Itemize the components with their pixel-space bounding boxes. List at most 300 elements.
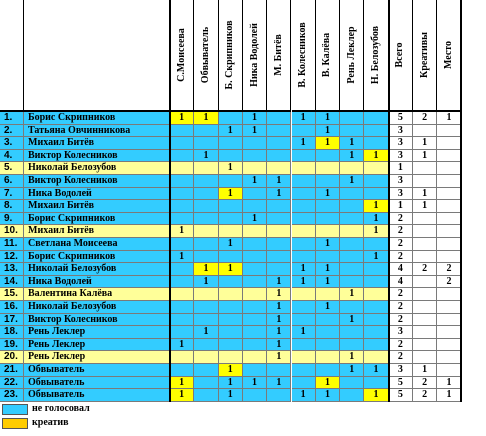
column-header (267, 0, 291, 112)
vote-cell[interactable] (340, 188, 364, 201)
vote-cell[interactable] (437, 339, 461, 352)
vote-cell[interactable]: 1 (316, 238, 340, 251)
vote-cell[interactable]: 5 (389, 389, 413, 402)
vote-cell[interactable]: 1 (316, 301, 340, 314)
vote-cell[interactable] (340, 263, 364, 276)
vote-cell[interactable]: 1 (170, 225, 194, 238)
vote-cell[interactable]: 1 (219, 389, 243, 402)
vote-cell[interactable] (219, 326, 243, 339)
vote-cell[interactable] (219, 301, 243, 314)
vote-cell[interactable] (292, 162, 316, 175)
column-header (170, 0, 194, 112)
vote-cell[interactable] (340, 251, 364, 264)
vote-cell[interactable] (194, 301, 218, 314)
vote-cell[interactable] (219, 288, 243, 301)
vote-cell[interactable] (194, 339, 218, 352)
vote-cell[interactable]: 1 (194, 276, 218, 289)
vote-cell[interactable] (292, 351, 316, 364)
vote-cell[interactable]: 2 (389, 251, 413, 264)
vote-cell[interactable] (292, 301, 316, 314)
vote-cell[interactable] (413, 276, 437, 289)
vote-cell[interactable]: 1 (292, 276, 316, 289)
row-number: 9. (0, 213, 24, 226)
legend-label: креатив (32, 416, 69, 428)
vote-cell[interactable]: 5 (389, 112, 413, 125)
row-number: 1. (0, 112, 24, 125)
vote-cell[interactable] (267, 225, 291, 238)
vote-cell[interactable] (243, 150, 267, 163)
vote-cell[interactable] (364, 263, 388, 276)
vote-cell[interactable]: 2 (389, 225, 413, 238)
vote-cell[interactable] (170, 125, 194, 138)
vote-cell[interactable]: 1 (170, 339, 194, 352)
row-name: Николай Белозубов (24, 162, 170, 175)
vote-cell[interactable]: 1 (316, 112, 340, 125)
vote-cell[interactable] (194, 137, 218, 150)
vote-cell[interactable]: 2 (413, 112, 437, 125)
vote-cell[interactable]: 1 (267, 326, 291, 339)
vote-cell[interactable] (194, 389, 218, 402)
vote-cell[interactable] (219, 137, 243, 150)
vote-cell[interactable]: 1 (413, 200, 437, 213)
vote-cell[interactable] (243, 162, 267, 175)
vote-cell[interactable]: 1 (316, 137, 340, 150)
vote-cell[interactable]: 3 (389, 175, 413, 188)
vote-cell[interactable] (194, 351, 218, 364)
vote-cell[interactable] (292, 364, 316, 377)
vote-cell[interactable] (243, 276, 267, 289)
vote-cell[interactable] (364, 301, 388, 314)
vote-cell[interactable] (243, 351, 267, 364)
vote-cell[interactable]: 3 (389, 364, 413, 377)
vote-cell[interactable]: 1 (219, 162, 243, 175)
vote-cell[interactable] (292, 251, 316, 264)
vote-cell[interactable]: 1 (219, 263, 243, 276)
vote-cell[interactable] (413, 326, 437, 339)
vote-cell[interactable] (194, 238, 218, 251)
vote-cell[interactable] (340, 238, 364, 251)
vote-cell[interactable]: 2 (389, 339, 413, 352)
vote-cell[interactable]: 1 (413, 150, 437, 163)
row-name: Светлана Моисеева (24, 238, 170, 251)
vote-cell[interactable]: 1 (413, 364, 437, 377)
vote-cell[interactable]: 1 (219, 238, 243, 251)
vote-cell[interactable] (413, 301, 437, 314)
vote-cell[interactable] (243, 251, 267, 264)
vote-cell[interactable]: 2 (389, 213, 413, 226)
vote-cell[interactable] (316, 364, 340, 377)
vote-cell[interactable] (364, 326, 388, 339)
vote-cell[interactable] (364, 377, 388, 390)
vote-cell[interactable] (437, 238, 461, 251)
vote-cell[interactable]: 1 (316, 389, 340, 402)
vote-cell[interactable]: 1 (267, 288, 291, 301)
vote-cell[interactable] (437, 150, 461, 163)
vote-cell[interactable]: 1 (364, 213, 388, 226)
vote-cell[interactable] (243, 200, 267, 213)
vote-cell[interactable]: 1 (219, 125, 243, 138)
vote-cell[interactable] (194, 200, 218, 213)
vote-cell[interactable] (364, 175, 388, 188)
vote-cell[interactable]: 1 (243, 175, 267, 188)
vote-cell[interactable] (437, 301, 461, 314)
vote-cell[interactable]: 1 (340, 137, 364, 150)
vote-cell[interactable]: 1 (194, 150, 218, 163)
vote-cell[interactable] (292, 188, 316, 201)
vote-cell[interactable]: 3 (389, 137, 413, 150)
vote-cell[interactable]: 1 (413, 188, 437, 201)
vote-cell[interactable] (364, 188, 388, 201)
vote-cell[interactable] (437, 188, 461, 201)
vote-cell[interactable] (194, 364, 218, 377)
vote-cell[interactable] (267, 213, 291, 226)
vote-cell[interactable] (413, 238, 437, 251)
vote-cell[interactable] (170, 364, 194, 377)
vote-cell[interactable]: 2 (437, 276, 461, 289)
vote-cell[interactable] (364, 125, 388, 138)
vote-cell[interactable]: 1 (340, 351, 364, 364)
vote-cell[interactable]: 1 (194, 112, 218, 125)
vote-cell[interactable] (413, 351, 437, 364)
vote-cell[interactable] (194, 314, 218, 327)
vote-cell[interactable] (267, 364, 291, 377)
vote-cell[interactable]: 1 (243, 377, 267, 390)
vote-cell[interactable]: 2 (389, 238, 413, 251)
legend-label: не голосовал (32, 402, 90, 414)
vote-cell[interactable] (413, 314, 437, 327)
vote-cell[interactable] (364, 112, 388, 125)
vote-cell[interactable] (219, 200, 243, 213)
vote-cell[interactable] (437, 137, 461, 150)
vote-cell[interactable] (364, 162, 388, 175)
vote-cell[interactable] (292, 175, 316, 188)
vote-cell[interactable]: 1 (243, 125, 267, 138)
vote-cell[interactable]: 2 (413, 263, 437, 276)
row-number: 17. (0, 314, 24, 327)
vote-cell[interactable]: 1 (364, 150, 388, 163)
vote-cell[interactable] (243, 188, 267, 201)
vote-cell[interactable] (243, 225, 267, 238)
vote-cell[interactable]: 1 (316, 263, 340, 276)
vote-cell[interactable] (170, 200, 194, 213)
vote-cell[interactable] (340, 213, 364, 226)
vote-cell[interactable] (219, 112, 243, 125)
vote-cell[interactable] (170, 351, 194, 364)
vote-cell[interactable] (170, 276, 194, 289)
vote-cell[interactable] (316, 225, 340, 238)
vote-cell[interactable]: 3 (389, 150, 413, 163)
vote-cell[interactable] (194, 188, 218, 201)
vote-cell[interactable] (292, 339, 316, 352)
vote-cell[interactable] (219, 314, 243, 327)
vote-cell[interactable] (437, 351, 461, 364)
vote-cell[interactable]: 4 (389, 276, 413, 289)
vote-cell[interactable] (292, 125, 316, 138)
vote-cell[interactable] (243, 301, 267, 314)
vote-cell[interactable] (437, 125, 461, 138)
vote-cell[interactable] (413, 175, 437, 188)
vote-cell[interactable]: 1 (243, 112, 267, 125)
vote-cell[interactable]: 2 (413, 377, 437, 390)
vote-cell[interactable] (364, 314, 388, 327)
row-number: 13. (0, 263, 24, 276)
vote-cell[interactable] (413, 251, 437, 264)
vote-cell[interactable] (437, 175, 461, 188)
vote-cell[interactable] (292, 377, 316, 390)
vote-cell[interactable] (170, 213, 194, 226)
vote-cell[interactable]: 1 (413, 137, 437, 150)
vote-cell[interactable] (413, 125, 437, 138)
vote-cell[interactable]: 1 (194, 326, 218, 339)
column-separator (169, 0, 171, 402)
row-number: 2. (0, 125, 24, 138)
vote-cell[interactable] (316, 175, 340, 188)
vote-cell[interactable] (170, 301, 194, 314)
vote-cell[interactable]: 1 (170, 377, 194, 390)
vote-cell[interactable] (413, 213, 437, 226)
vote-cell[interactable] (170, 238, 194, 251)
vote-cell[interactable] (194, 213, 218, 226)
vote-cell[interactable]: 1 (267, 175, 291, 188)
vote-cell[interactable] (243, 326, 267, 339)
vote-cell[interactable]: 1 (364, 389, 388, 402)
vote-cell[interactable] (243, 137, 267, 150)
vote-cell[interactable] (292, 288, 316, 301)
vote-cell[interactable]: 2 (389, 351, 413, 364)
vote-cell[interactable] (364, 137, 388, 150)
vote-cell[interactable] (267, 125, 291, 138)
row-number: 12. (0, 251, 24, 264)
vote-cell[interactable] (340, 162, 364, 175)
vote-cell[interactable]: 1 (437, 377, 461, 390)
vote-cell[interactable] (316, 326, 340, 339)
vote-cell[interactable] (340, 326, 364, 339)
vote-cell[interactable] (194, 125, 218, 138)
vote-cell[interactable] (219, 175, 243, 188)
vote-cell[interactable] (219, 251, 243, 264)
vote-cell[interactable] (413, 162, 437, 175)
vote-cell[interactable] (267, 238, 291, 251)
vote-cell[interactable] (340, 339, 364, 352)
vote-cell[interactable] (316, 251, 340, 264)
vote-cell[interactable] (340, 389, 364, 402)
vote-cell[interactable] (194, 175, 218, 188)
vote-cell[interactable] (292, 213, 316, 226)
vote-cell[interactable]: 1 (243, 213, 267, 226)
vote-cell[interactable] (316, 314, 340, 327)
vote-cell[interactable] (170, 175, 194, 188)
vote-cell[interactable] (364, 351, 388, 364)
vote-cell[interactable] (413, 225, 437, 238)
vote-cell[interactable]: 1 (389, 162, 413, 175)
vote-cell[interactable]: 1 (267, 339, 291, 352)
vote-cell[interactable] (219, 276, 243, 289)
vote-cell[interactable] (437, 200, 461, 213)
vote-cell[interactable] (292, 314, 316, 327)
vote-cell[interactable] (219, 351, 243, 364)
vote-cell[interactable] (267, 263, 291, 276)
vote-cell[interactable] (170, 314, 194, 327)
vote-cell[interactable]: 2 (413, 389, 437, 402)
vote-cell[interactable]: 2 (437, 263, 461, 276)
vote-cell[interactable] (413, 288, 437, 301)
row-name: Борис Скрипников (24, 213, 170, 226)
vote-cell[interactable] (292, 150, 316, 163)
column-header-label: Ника Водолей (248, 23, 260, 87)
vote-cell[interactable] (316, 150, 340, 163)
vote-cell[interactable] (437, 314, 461, 327)
vote-cell[interactable]: 1 (437, 112, 461, 125)
vote-cell[interactable]: 1 (267, 188, 291, 201)
vote-cell[interactable]: 1 (292, 389, 316, 402)
vote-cell[interactable] (267, 150, 291, 163)
vote-cell[interactable] (437, 162, 461, 175)
vote-cell[interactable] (340, 200, 364, 213)
vote-cell[interactable] (292, 225, 316, 238)
vote-cell[interactable]: 1 (292, 112, 316, 125)
vote-cell[interactable] (316, 288, 340, 301)
vote-cell[interactable]: 2 (389, 288, 413, 301)
vote-cell[interactable] (170, 288, 194, 301)
vote-cell[interactable] (170, 263, 194, 276)
vote-cell[interactable] (267, 200, 291, 213)
vote-cell[interactable]: 1 (316, 188, 340, 201)
vote-cell[interactable]: 1 (364, 251, 388, 264)
vote-cell[interactable] (437, 326, 461, 339)
row-name: Виктор Колесников (24, 314, 170, 327)
vote-cell[interactable]: 1 (364, 200, 388, 213)
vote-cell[interactable] (170, 137, 194, 150)
vote-cell[interactable] (413, 339, 437, 352)
vote-cell[interactable]: 1 (292, 137, 316, 150)
vote-cell[interactable] (316, 351, 340, 364)
vote-cell[interactable] (364, 238, 388, 251)
vote-cell[interactable] (267, 112, 291, 125)
vote-cell[interactable] (437, 288, 461, 301)
vote-cell[interactable]: 1 (340, 150, 364, 163)
vote-cell[interactable] (267, 251, 291, 264)
vote-cell[interactable] (340, 301, 364, 314)
vote-cell[interactable] (340, 377, 364, 390)
vote-cell[interactable] (243, 389, 267, 402)
vote-cell[interactable] (340, 112, 364, 125)
vote-cell[interactable] (219, 225, 243, 238)
vote-cell[interactable]: 1 (389, 200, 413, 213)
vote-cell[interactable] (243, 339, 267, 352)
vote-cell[interactable]: 1 (219, 188, 243, 201)
vote-cell[interactable]: 1 (292, 263, 316, 276)
vote-cell[interactable] (267, 137, 291, 150)
vote-cell[interactable]: 1 (267, 351, 291, 364)
column-header-label: Креативы (418, 32, 430, 78)
vote-cell[interactable] (219, 150, 243, 163)
vote-cell[interactable] (219, 339, 243, 352)
vote-cell[interactable] (364, 276, 388, 289)
vote-cell[interactable] (243, 288, 267, 301)
vote-cell[interactable]: 1 (316, 377, 340, 390)
vote-cell[interactable] (170, 162, 194, 175)
vote-cell[interactable] (243, 314, 267, 327)
vote-cell[interactable] (243, 238, 267, 251)
vote-cell[interactable] (437, 364, 461, 377)
vote-cell[interactable] (170, 150, 194, 163)
header-corner (0, 0, 24, 112)
row-number: 5. (0, 162, 24, 175)
vote-cell[interactable] (316, 162, 340, 175)
row-number: 22. (0, 377, 24, 390)
vote-cell[interactable] (340, 276, 364, 289)
vote-cell[interactable]: 1 (219, 364, 243, 377)
vote-cell[interactable]: 1 (194, 263, 218, 276)
vote-cell[interactable] (364, 339, 388, 352)
vote-cell[interactable] (437, 213, 461, 226)
vote-cell[interactable] (170, 188, 194, 201)
vote-cell[interactable] (364, 288, 388, 301)
vote-cell[interactable]: 1 (340, 175, 364, 188)
vote-cell[interactable]: 4 (389, 263, 413, 276)
vote-cell[interactable] (340, 125, 364, 138)
vote-cell[interactable]: 1 (340, 314, 364, 327)
vote-cell[interactable]: 3 (389, 125, 413, 138)
vote-cell[interactable] (194, 162, 218, 175)
vote-cell[interactable]: 1 (340, 288, 364, 301)
vote-cell[interactable]: 1 (364, 364, 388, 377)
column-header-label: В. Калёва (321, 32, 333, 78)
vote-cell[interactable]: 1 (170, 251, 194, 264)
vote-cell[interactable] (316, 200, 340, 213)
vote-cell[interactable] (437, 225, 461, 238)
vote-cell[interactable]: 1 (267, 377, 291, 390)
vote-cell[interactable] (194, 225, 218, 238)
vote-cell[interactable]: 1 (170, 112, 194, 125)
column-header (292, 0, 316, 112)
vote-cell[interactable] (340, 225, 364, 238)
vote-cell[interactable]: 1 (316, 125, 340, 138)
vote-cell[interactable] (243, 364, 267, 377)
vote-cell[interactable] (316, 339, 340, 352)
vote-cell[interactable]: 2 (389, 301, 413, 314)
legend-swatch (2, 418, 28, 429)
vote-cell[interactable] (194, 251, 218, 264)
vote-cell[interactable] (243, 263, 267, 276)
vote-cell[interactable] (316, 213, 340, 226)
vote-cell[interactable]: 1 (340, 364, 364, 377)
vote-cell[interactable]: 3 (389, 326, 413, 339)
vote-cell[interactable] (267, 389, 291, 402)
vote-cell[interactable]: 1 (267, 276, 291, 289)
vote-cell[interactable]: 5 (389, 377, 413, 390)
vote-cell[interactable]: 1 (364, 225, 388, 238)
vote-cell[interactable] (292, 238, 316, 251)
vote-cell[interactable]: 1 (437, 389, 461, 402)
vote-cell[interactable] (267, 162, 291, 175)
vote-cell[interactable] (437, 251, 461, 264)
vote-cell[interactable]: 1 (219, 377, 243, 390)
vote-cell[interactable]: 2 (389, 314, 413, 327)
vote-cell[interactable]: 1 (170, 389, 194, 402)
vote-cell[interactable] (292, 200, 316, 213)
vote-cell[interactable] (170, 326, 194, 339)
vote-cell[interactable] (194, 288, 218, 301)
vote-cell[interactable] (219, 213, 243, 226)
vote-cell[interactable]: 1 (267, 301, 291, 314)
vote-cell[interactable]: 1 (316, 276, 340, 289)
vote-cell[interactable] (194, 377, 218, 390)
vote-cell[interactable]: 1 (267, 314, 291, 327)
vote-cell[interactable]: 1 (292, 326, 316, 339)
vote-cell[interactable]: 3 (389, 188, 413, 201)
row-name: Михаил Битёв (24, 137, 170, 150)
